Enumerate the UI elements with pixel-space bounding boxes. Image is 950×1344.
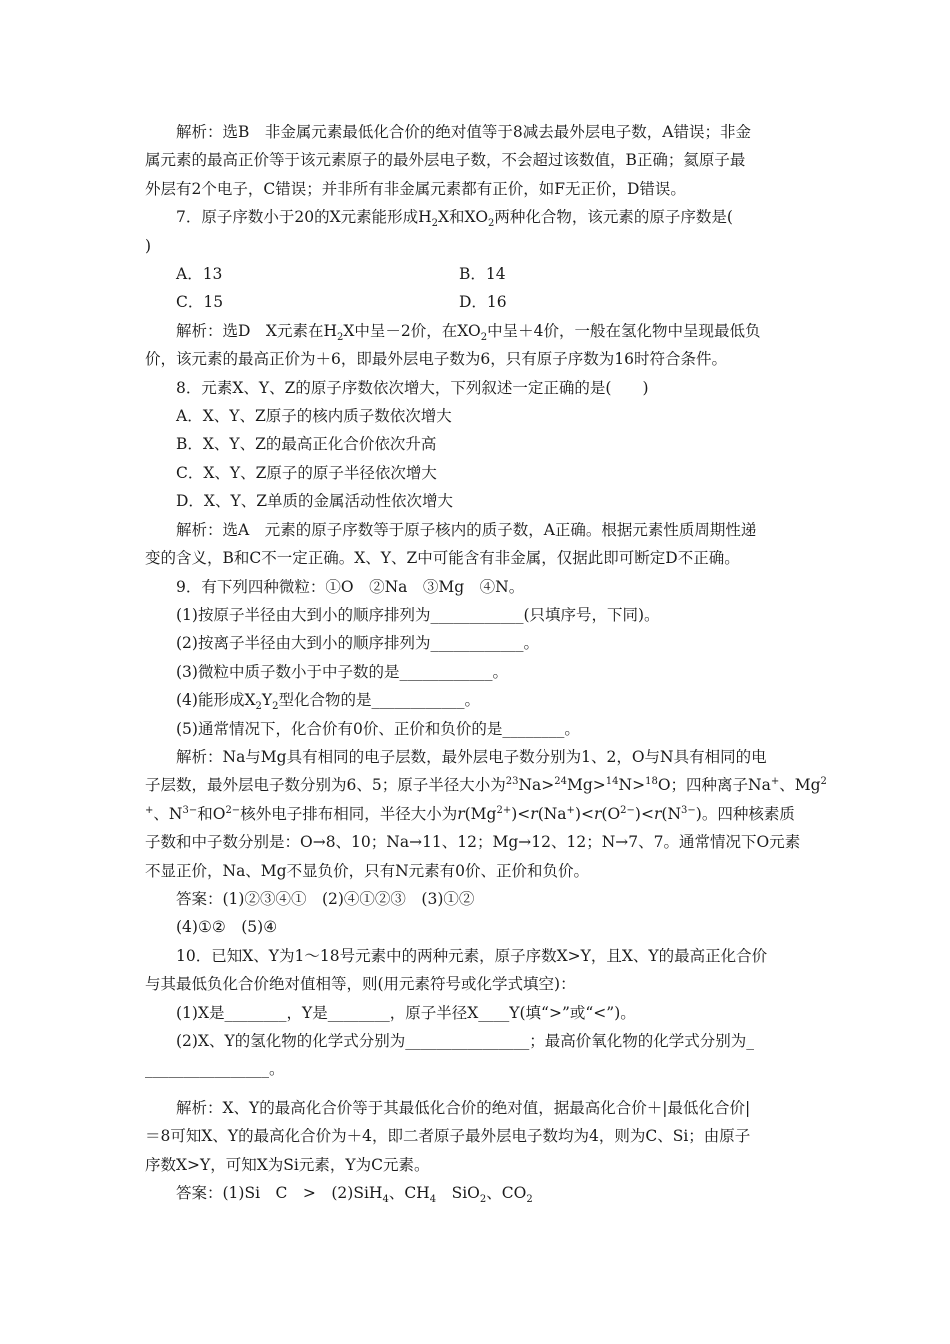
q10-stem-line-1: 10．已知X、Y为1～18号元素中的两种元素，原子序数X>Y，且X、Y的最高正化合价 (176, 946, 768, 965)
q9-analysis-line-2: 子层数，最外层电子数分别为6、5；原子半径大小为$^{23}$Na>$^{24}$Mg>$^{14}$N>$^{18}$O；四种离子Na+、Mg$^2$ (145, 776, 827, 795)
q9-analysis-line-4: 子数和中子数分别是：O→8、10；Na→11、12；Mg→12、12；N→7、7。通常情况下O元素 (145, 833, 801, 852)
q10-stem-line-2: 与其最低负化合价绝对值相等，则(用元素符号或化学式填空)： (145, 975, 576, 994)
q7-options-row-1: A．13 B．14 (176, 265, 506, 284)
q10-part-1: (1)X是________，Y是________，原子半径X____Y(填“>”或“<”)。 (176, 1003, 636, 1022)
q9-part-5: (5)通常情况下，化合价有0价、正价和负价的是________。 (176, 719, 580, 738)
document-page (145, 118, 827, 1207)
spacer (145, 1084, 809, 1094)
q8-option-b: B．X、Y、Z的最高正化合价依次升高 (176, 435, 437, 454)
q8-stem: 8．元素X、Y、Z的原子序数依次增大，下列叙述一定正确的是( ) (176, 378, 649, 397)
q10-part-2-end: ________________。 (145, 1060, 285, 1079)
q9-analysis-line-1: 解析：Na与Mg具有相同的电子层数，最外层电子数分别为1、2，O与N具有相同的电 (176, 747, 767, 766)
q9-stem: 9．有下列四种微粒：①O ②Na ③Mg ④N。 (176, 577, 525, 596)
q9-part-4: (4)能形成$X_2Y_2$型化合物的是____________。 (176, 691, 480, 713)
q10-part-2: (2)X、Y的氢化物的化学式分别为________________；最高价氧化物的化学式分别为_ (176, 1032, 754, 1050)
q9-part-2: (2)按离子半径由大到小的顺序排列为____________。 (176, 634, 539, 653)
q9-part-3: (3)微粒中质子数小于中子数的是____________。 (176, 662, 508, 681)
q6-analysis-line-2: 属元素的最高正价等于该元素原子的最外层电子数，不会超过该数值，B正确；氦原子最 (145, 151, 746, 170)
q10-analysis-line-2: ＝8可知X、Y的最高化合价为＋4，即二者原子最外层电子数均为4，则为C、Si；由原子 (145, 1127, 751, 1146)
q9-answer-line-1: 答案：(1)②③④① (2)④①②③ (3)①② (176, 889, 475, 908)
q8-option-a: A．X、Y、Z原子的核内质子数依次增大 (176, 407, 452, 426)
q9-part-1: (1)按原子半径由大到小的顺序排列为____________(只填序号，下同)。 (176, 605, 660, 624)
q9-answer-line-2: (4)①② (5)④ (176, 918, 278, 937)
q10-analysis-line-3: 序数X>Y，可知X为Si元素，Y为C元素。 (145, 1155, 430, 1174)
q8-option-c: C．X、Y、Z原子的原子半径依次增大 (176, 463, 437, 482)
q7-stem-end: ) (145, 236, 152, 255)
q10-answer: 答案：(1)Si C > (2)SiH$_4$、$CH_4$ SiO$_2$、$CO_2$ (176, 1184, 533, 1206)
q7-analysis-line-1: 解析：选D X元素在$H_2X$中呈－2价，在$XO_2$中呈＋4价，一般在氢化物中呈现最低负 (176, 321, 761, 343)
q6-analysis-line-3: 外层有2个电子，C错误；并非所有非金属元素都有正价，如F无正价，D错误。 (145, 179, 686, 198)
q9-analysis-line-5: 不显正价，Na、Mg不显负价，只有N元素有0价、正价和负价。 (145, 861, 590, 880)
q10-analysis-line-1: 解析：X、Y的最高化合价等于其最低化合价的绝对值，据最高化合价＋|最低化合价| (176, 1098, 751, 1117)
q9-analysis-line-3: +、$N^{3-}$和$O^{2-}$核外电子排布相同，半径大小为$r(Mg^{2+})<r(Na^+)<r(O^{2-})<r(N^{3-})$。四种核素质 (145, 804, 795, 823)
q7-analysis-line-2: 价，该元素的最高正价为＋6，即最外层电子数为6，只有原子序数为16时符合条件。 (145, 350, 727, 369)
q7-options-row-2: C．15 D．16 (176, 293, 507, 312)
q6-analysis-line-1: 解析：选B 非金属元素最低化合价的绝对值等于8减去最外层电子数，A错误；非金 (176, 123, 751, 141)
q8-analysis-line-2: 变的含义，B和C不一定正确。X、Y、Z中可能含有非金属，仅据此即可断定D不正确。 (145, 549, 740, 568)
q7-stem: 7．原子序数小于20的X元素能形成$H_2X$和$XO_2$两种化合物，该元素的原子序数是( (176, 208, 733, 230)
q8-option-d: D．X、Y、Z单质的金属活动性依次增大 (176, 492, 453, 511)
q8-analysis-line-1: 解析：选A 元素的原子序数等于原子核内的质子数，A正确。根据元素性质周期性递 (176, 520, 757, 539)
